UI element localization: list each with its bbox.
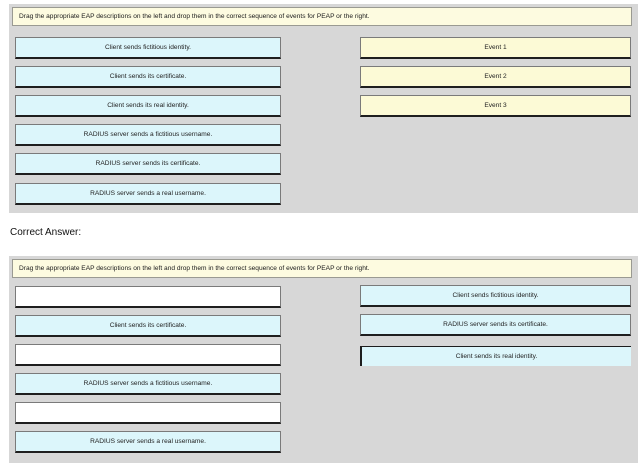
- drop-target-event-1[interactable]: Event 1: [360, 37, 631, 59]
- answer-panel: [9, 256, 638, 463]
- drag-item-radius-fictitious-username[interactable]: RADIUS server sends a fictitious username.: [15, 124, 281, 146]
- empty-slot-3[interactable]: [15, 344, 281, 366]
- drag-item-client-certificate[interactable]: Client sends its certificate.: [15, 66, 281, 88]
- instruction-text: Drag the appropriate EAP descriptions on the left and drop them in the correct sequence of events for PEAP or the right.: [12, 7, 632, 26]
- drag-item-radius-certificate[interactable]: RADIUS server sends its certificate.: [15, 153, 281, 175]
- drag-item-radius-real-username[interactable]: RADIUS server sends a real username.: [15, 431, 281, 453]
- drag-item-radius-real-username[interactable]: RADIUS server sends a real username.: [15, 183, 281, 205]
- instruction-text: Drag the appropriate EAP descriptions on the left and drop them in the correct sequence of events for PEAP or the right.: [12, 259, 632, 278]
- placed-event-2[interactable]: RADIUS server sends its certificate.: [360, 314, 631, 336]
- placed-event-1[interactable]: Client sends fictitious identity.: [360, 285, 631, 307]
- drag-item-client-certificate[interactable]: Client sends its certificate.: [15, 315, 281, 337]
- drag-item-radius-fictitious-username[interactable]: RADIUS server sends a fictitious username.: [15, 373, 281, 395]
- correct-answer-heading: Correct Answer:: [10, 227, 82, 238]
- drag-item-client-real-identity[interactable]: Client sends its real identity.: [15, 95, 281, 117]
- drag-item-client-fictitious-identity[interactable]: Client sends fictitious identity.: [15, 37, 281, 59]
- empty-slot-1[interactable]: [15, 286, 281, 308]
- empty-slot-5[interactable]: [15, 402, 281, 424]
- question-panel: [9, 4, 638, 213]
- drop-target-event-2[interactable]: Event 2: [360, 66, 631, 88]
- placed-event-3[interactable]: Client sends its real identity.: [360, 346, 631, 366]
- drop-target-event-3[interactable]: Event 3: [360, 95, 631, 117]
